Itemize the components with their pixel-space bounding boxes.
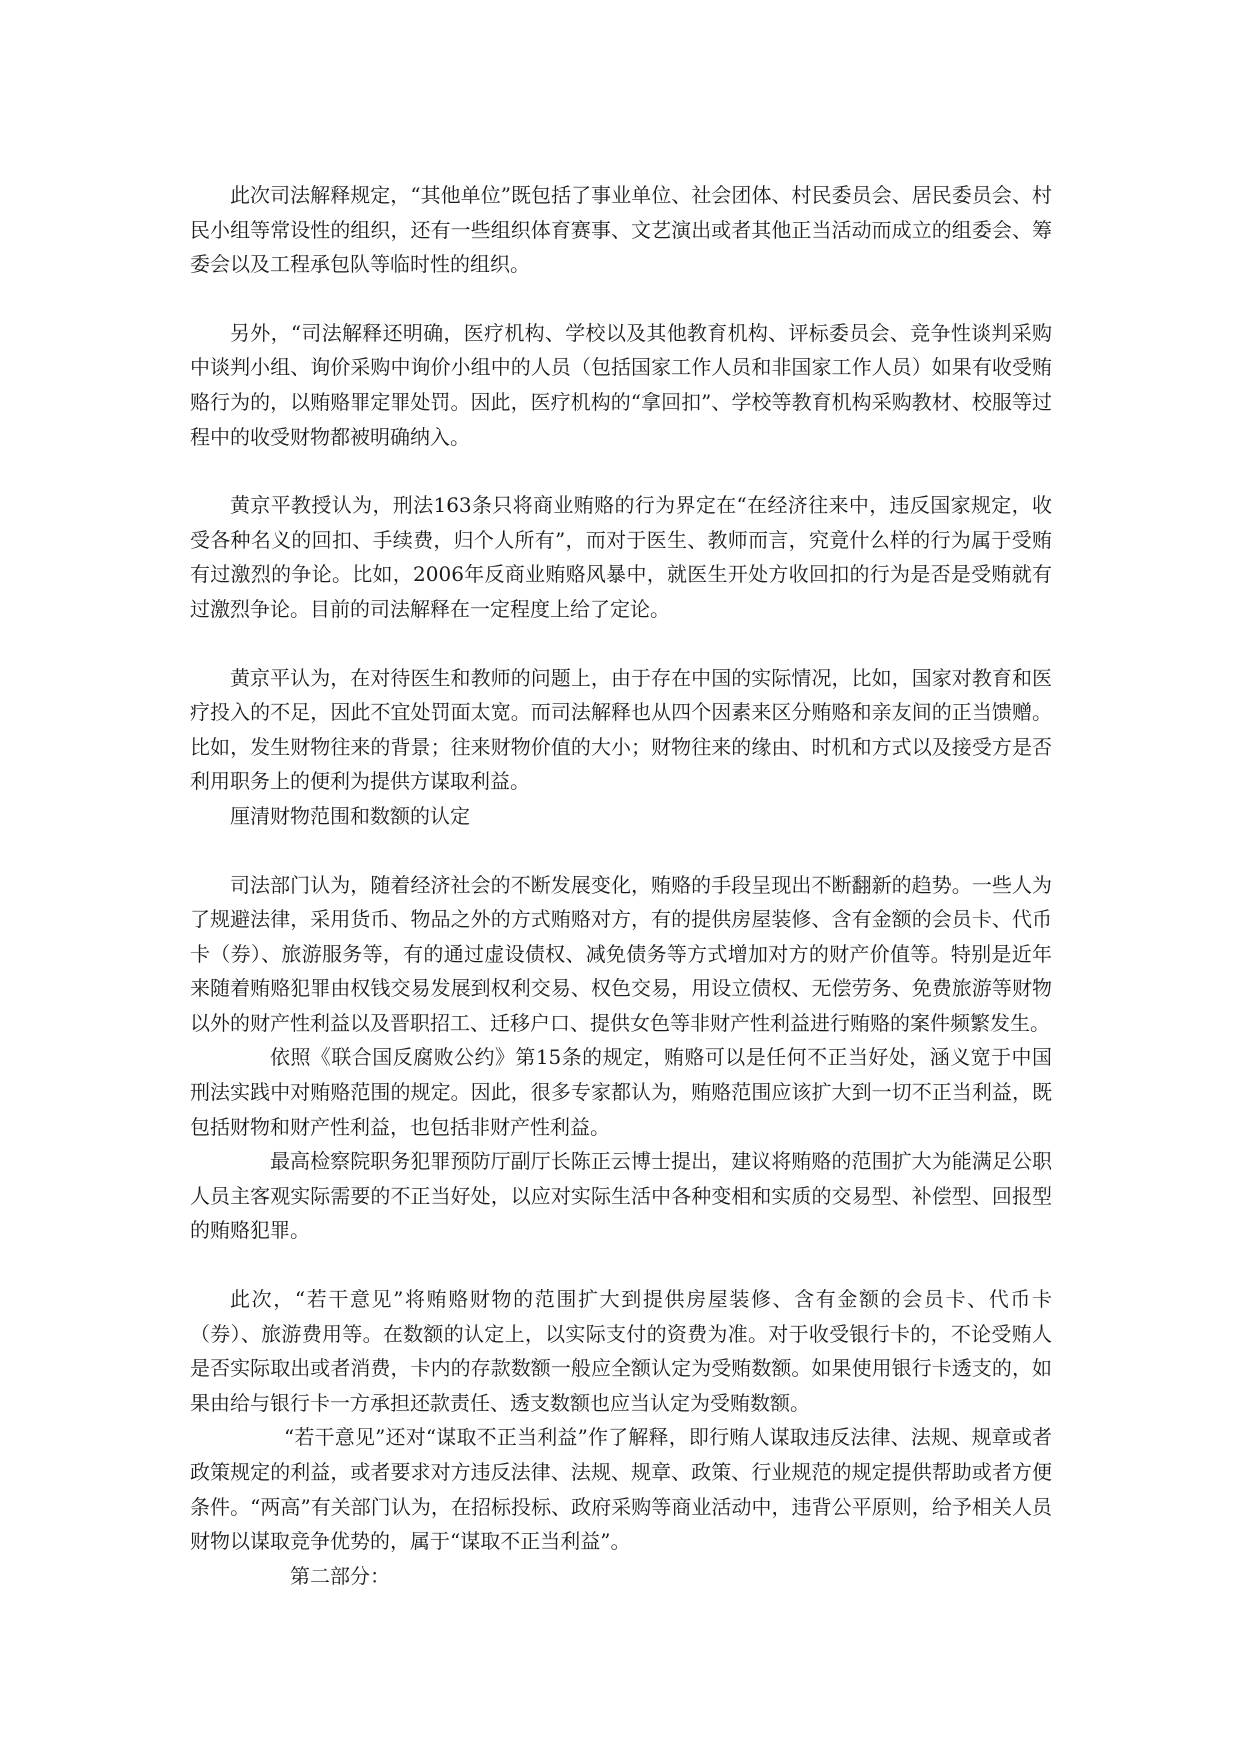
paragraph-opinions-scope: 此次，“若干意见”将贿赂财物的范围扩大到提供房屋装修、含有金额的会员卡、代币卡（券）、旅游费用等。在数额的认定上，以实际支付的资费为准。对于收受银行卡的，不论受贿人是否实际取出或者消费，卡内的存款数额一般应全额认定为受贿数额。如果使用银行卡透支的，如果由给与银行卡一方承担还款责任、透支数额也应当认定为受贿数额。 — [190, 1287, 1052, 1415]
paragraph-other-units: 此次司法解释规定，“其他单位”既包括了事业单位、社会团体、村民委员会、居民委员会、村民小组等常设性的组织，还有一些组织体育赛事、文艺演出或者其他正当活动而成立的组委会、筹委会以及工程承包队等临时性的组织。 — [190, 183, 1052, 277]
section-heading-part-two: 第二部分： — [290, 1563, 390, 1588]
paragraph-un-convention: 依照《联合国反腐败公约》第15条的规定，贿赂可以是任何不正当好处，涵义宽于中国刑法实践中对贿赂范围的规定。因此，很多专家都认为，贿赂范围应该扩大到一切不正当利益，既包括财物和财产性利益，也包括非财产性利益。 — [190, 1045, 1052, 1139]
paragraph-huang-jingping-view: 黄京平认为，在对待医生和教师的问题上，由于存在中国的实际情况，比如，国家对教育和医疗投入的不足，因此不宜处罚面太宽。而司法解释也从四个因素来区分贿赂和亲友间的正当馈赠。比如，发生财物往来的背景；往来财物价值的大小；财物往来的缘由、时机和方式以及接受方是否利用职务上的便利为提供方谋取利益。 — [190, 665, 1052, 794]
paragraph-gap — [190, 1248, 1052, 1282]
paragraph-huang-jingping-professor: 黄京平教授认为，刑法163条只将商业贿赂的行为界定在“在经济往来中，违反国家规定，收受各种名义的回扣、手续费，归个人所有”，而对于医生、教师而言，究竟什么样的行为属于受贿有过激烈的争论。比如，2006年反商业贿赂风暴中，就医生开处方收回扣的行为是否是受贿就有过激烈争论。目前的司法解释在一定程度上给了定论。 — [190, 493, 1052, 621]
paragraph-chen-zhengyun: 最高检察院职务犯罪预防厅副厅长陈正云博士提出，建议将贿赂的范围扩大为能满足公职人员主客观实际需要的不正当好处，以应对实际生活中各种变相和实质的交易型、补偿型、回报型的贿赂犯罪。 — [190, 1149, 1052, 1243]
paragraph-gap — [190, 282, 1052, 316]
paragraph-gap — [190, 627, 1052, 661]
paragraph-improper-benefit: “若干意见”还对“谋取不正当利益”作了解释，即行贿人谋取违反法律、法规、规章或者政策规定的利益，或者要求对方违反法律、法规、规章、政策、行业规范的规定提供帮助或者方便条件。“两高”有关部门认为，在招标投标、政府采购等商业活动中，违背公平原则，给予相关人员财物以谋取竞争优势的，属于“谋取不正当利益”。 — [190, 1425, 1052, 1554]
paragraph-judicial-departments: 司法部门认为，随着经济社会的不断发展变化，贿赂的手段呈现出不断翻新的趋势。一些人为了规避法律，采用货币、物品之外的方式贿赂对方，有的提供房屋装修、含有金额的会员卡、代币卡（券）、旅游服务等，有的通过虚设债权、减免债务等方式增加对方的财产价值等。特别是近年来随着贿赂犯罪由权钱交易发展到权利交易、权色交易，用设立债权、无偿劳务、免费旅游等财物以外的财产性利益以及晋职招工、迁移户口、提供女色等非财产性利益进行贿赂的案件频繁发生。 — [190, 872, 1052, 1035]
paragraph-medical-institutions: 另外，“司法解释还明确，医疗机构、学校以及其他教育机构、评标委员会、竞争性谈判采购中谈判小组、询价采购中询价小组中的人员（包括国家工作人员和非国家工作人员）如果有收受贿赂行为的，以贿赂罪定罪处罚。因此，医疗机构的“拿回扣”、学校等教育机构采购教材、校服等过程中的收受财物都被明确纳入。 — [190, 320, 1052, 449]
paragraph-gap — [190, 834, 1052, 868]
paragraph-gap — [190, 454, 1052, 488]
section-heading-property-scope: 厘清财物范围和数额的认定 — [230, 803, 470, 828]
document-body — [190, 178, 1052, 1593]
